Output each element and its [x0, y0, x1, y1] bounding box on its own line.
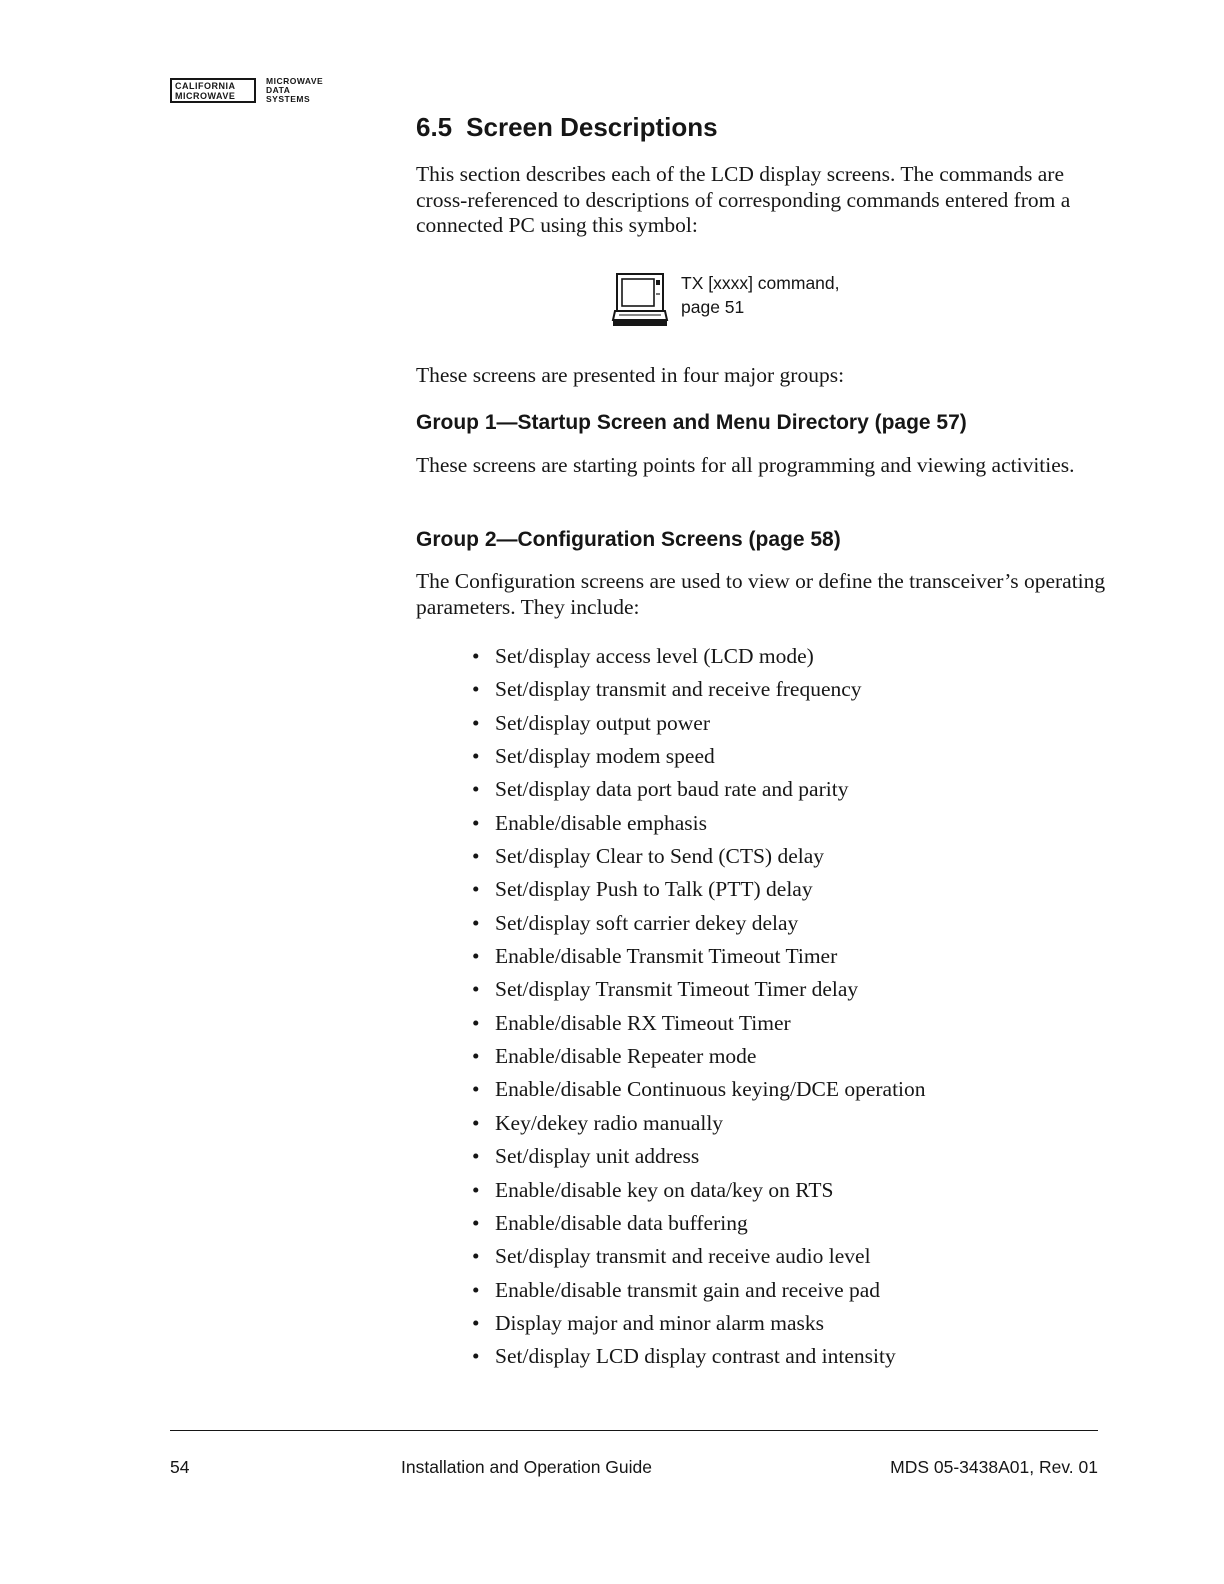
footer-divider	[170, 1430, 1098, 1431]
list-item-text: Enable/disable data buffering	[495, 1210, 748, 1235]
list-item: • Set/display LCD display contrast and intensity	[472, 1344, 896, 1369]
list-item-text: Enable/disable transmit gain and receive pad	[495, 1277, 881, 1302]
group1-heading: Group 1—Startup Screen and Menu Directory (page 57)	[416, 411, 967, 434]
list-item-text: Set/display transmit and receive audio level	[495, 1244, 871, 1269]
list-item: • Set/display Transmit Timeout Timer delay	[472, 977, 859, 1002]
pc-reference-page: page 51	[681, 297, 745, 317]
list-item-text: Set/display unit address	[495, 1144, 700, 1169]
pc-reference-command: TX [xxxx] command,	[681, 273, 840, 293]
list-item: • Set/display data port baud rate and parity	[472, 777, 849, 802]
logo-word-2: DATA	[266, 85, 291, 95]
list-item: • Set/display transmit and receive frequency	[472, 677, 862, 702]
list-item-text: Display major and minor alarm masks	[495, 1310, 824, 1335]
list-item: • Enable/disable data buffering	[472, 1210, 748, 1235]
list-item-text: Set/display output power	[495, 710, 710, 735]
list-item-text: Set/display transmit and receive frequency	[495, 677, 862, 702]
list-item-text: Enable/disable Transmit Timeout Timer	[495, 944, 838, 969]
list-item-text: Enable/disable RX Timeout Timer	[495, 1010, 791, 1035]
logo-wordmark	[266, 77, 323, 104]
logo-word-1: MICROWAVE	[266, 76, 324, 86]
section-number: 6.5	[416, 112, 453, 142]
logo-box-line-1: CALIFORNIA	[175, 81, 236, 91]
section-title: Screen Descriptions	[466, 112, 718, 142]
list-item-text: Set/display access level (LCD mode)	[495, 644, 814, 668]
section-heading	[416, 110, 718, 144]
list-item-text: Set/display Push to Talk (PTT) delay	[495, 877, 813, 902]
company-logo	[170, 78, 323, 104]
list-item-text: Enable/disable Continuous keying/DCE operation	[495, 1077, 926, 1102]
group2-heading: Group 2—Configuration Screens (page 58)	[416, 528, 841, 551]
list-item-text: Set/display Clear to Send (CTS) delay	[495, 844, 825, 869]
list-item-text: Key/dekey radio manually	[495, 1110, 724, 1135]
list-item-text: Set/display soft carrier dekey delay	[495, 910, 799, 935]
list-item: • Enable/disable transmit gain and receive pad	[472, 1277, 881, 1302]
group2-paragraph: The Configuration screens are used to view or define the transceiver’s operating parameters. They include:	[416, 569, 1106, 619]
list-item: • Enable/disable Repeater mode	[472, 1044, 757, 1069]
list-item: • Set/display unit address	[472, 1144, 700, 1169]
computer-icon	[611, 272, 669, 330]
list-item: • Set/display Clear to Send (CTS) delay	[472, 844, 825, 869]
list-item-text: Set/display data port baud rate and parity	[495, 777, 849, 802]
list-item-text: Enable/disable key on data/key on RTS	[495, 1177, 834, 1202]
list-item: • Set/display output power	[472, 710, 710, 735]
list-item: • Enable/disable RX Timeout Timer	[472, 1010, 791, 1035]
groups-intro-paragraph: These screens are presented in four major groups:	[416, 363, 845, 387]
list-item: • Set/display modem speed	[472, 744, 715, 769]
list-item-text: Set/display modem speed	[495, 744, 715, 769]
footer-doc-title: Installation and Operation Guide	[401, 1457, 652, 1477]
page-number: 54	[170, 1457, 190, 1477]
list-item: • Display major and minor alarm masks	[472, 1310, 824, 1335]
list-item-text: Enable/disable emphasis	[495, 810, 707, 835]
list-item: • Enable/disable key on data/key on RTS	[472, 1177, 834, 1202]
intro-paragraph: This section describes each of the LCD display screens. The commands are cross-referenced to descriptions of corresponding commands entered from a connected PC using this symbol:	[416, 162, 1071, 237]
list-item: • Key/dekey radio manually	[472, 1110, 724, 1135]
list-item-text: Set/display Transmit Timeout Timer delay	[495, 977, 859, 1002]
list-item: • Set/display Push to Talk (PTT) delay	[472, 877, 813, 902]
pc-command-reference	[611, 272, 840, 330]
logo-box-line-2: MICROWAVE	[175, 91, 236, 101]
list-item: • Enable/disable emphasis	[472, 810, 707, 835]
list-item-text: Set/display LCD display contrast and intensity	[495, 1344, 896, 1369]
list-item: • Enable/disable Continuous keying/DCE operation	[472, 1077, 926, 1102]
list-item-text: Enable/disable Repeater mode	[495, 1044, 757, 1069]
list-item: • Set/display access level (LCD mode)	[472, 644, 814, 668]
configuration-list	[470, 640, 926, 1374]
logo-box	[170, 78, 256, 103]
list-item: • Set/display soft carrier dekey delay	[472, 910, 799, 935]
logo-word-3: SYSTEMS	[266, 94, 311, 104]
list-item: • Enable/disable Transmit Timeout Timer	[472, 944, 838, 969]
list-item: • Set/display transmit and receive audio level	[472, 1244, 871, 1269]
footer-doc-id: MDS 05-3438A01, Rev. 01	[890, 1457, 1098, 1477]
group1-paragraph: These screens are starting points for all programming and viewing activities.	[416, 453, 1075, 477]
